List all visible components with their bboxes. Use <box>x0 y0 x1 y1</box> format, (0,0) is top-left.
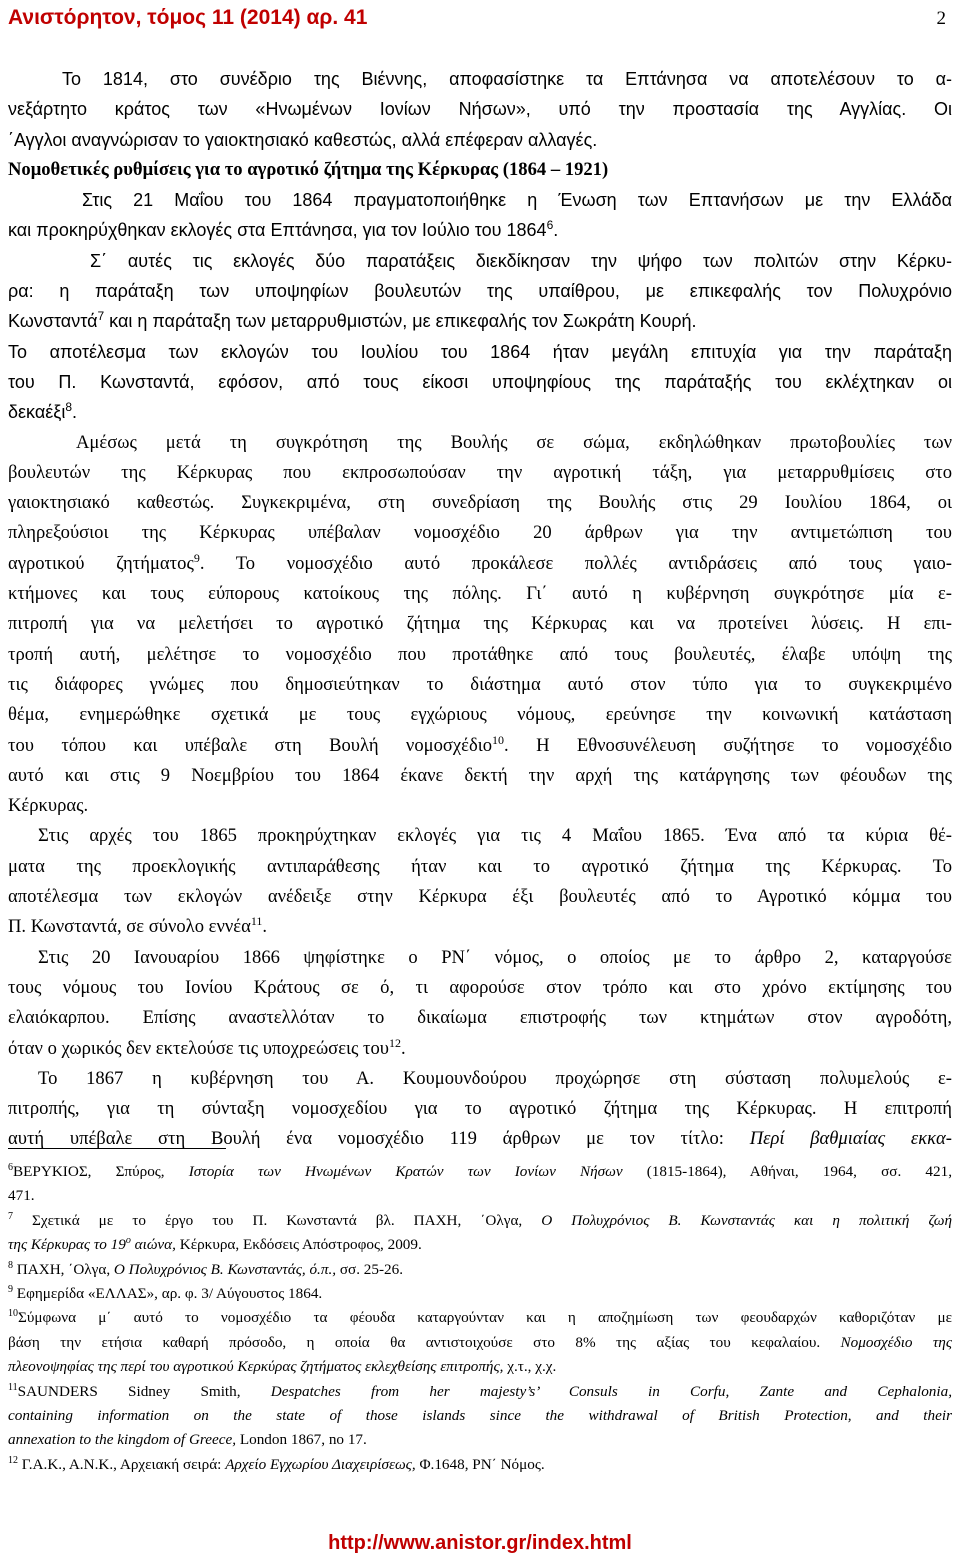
page-header <box>8 6 952 36</box>
p5-line-6: κτήμονες και τους εύπορους κατοίκους της πόλης. Γι΄ αυτό η κυβέρνηση συγκρότησε μία ε- <box>8 583 952 605</box>
p6-end: . <box>262 916 268 938</box>
p7-line-1: Στις 20 Ιανουαρίου 1866 ψηφίστηκε ο ΡΝ΄ νόμος, ο οποίος με το άρθρο 2, καταργούσε <box>38 946 952 968</box>
footnote-text: Γ.Α.Κ., Α.Ν.Κ., Αρχειακή σειρά: <box>18 1455 226 1473</box>
footnote-text: Σύμφωνα μ΄ αυτό το νομοσχέδιο τα φέουδα καταργούνταν και η αποζημίωση των φεουδαρχών καθοριζόταν με <box>18 1309 952 1327</box>
p4-line-3 <box>8 397 952 427</box>
footnote-title: Ο Πολυχρόνιος Β. Κωνσταντάς, ό.π., <box>113 1260 337 1278</box>
footnote-text: σσ. 25-26. <box>336 1260 404 1278</box>
article-body <box>8 64 952 1155</box>
footnote-11-cont <box>8 1404 952 1428</box>
p6-line-1: Στις αρχές του 1865 προκηρύχτηκαν εκλογές για τις 4 Μαΐου 1865. Ένα από τα κύρια θέ- <box>38 825 952 847</box>
footnote-text: Φ.1648, ΡΝ΄ Νόμος. <box>415 1455 545 1473</box>
footnote-title: της Κέρκυρας το 19 <box>8 1236 126 1254</box>
p8-line-1: Το 1867 η κυβέρνηση του Α. Κουμουνδούρου προχώρησε στη σύσταση πολυμελούς ε- <box>38 1067 952 1089</box>
footnote-7-cont <box>8 1233 952 1257</box>
p5-line-8: τροπή αυτή, μελέτησε το νομοσχέδιο που προτάθηκε από τους βουλευτές, έλαβε υπόψη της <box>8 643 952 665</box>
p6-line-4 <box>8 912 952 942</box>
p7-text: όταν ο χωρικός δεν εκτελούσε τις υποχρεώσεις του <box>8 1037 389 1059</box>
page-number: 2 <box>936 8 946 29</box>
footer-url[interactable]: http://www.anistor.gr/index.html <box>328 1532 632 1554</box>
footnote-text: Σχετικά με το έργο του Π. Κωνσταντά βλ. ΠΑΧΗ, ΄Ολγα, <box>13 1211 542 1229</box>
footnote-6 <box>8 1160 952 1184</box>
footnote-title: αιώνα, <box>130 1236 176 1254</box>
p1-line-1: Το 1814, στο συνέδριο της Βιέννης, αποφασίστηκε τα Επτάνησα να αποτελέσουν το α- <box>62 69 952 89</box>
footnote-8 <box>8 1258 952 1282</box>
footnote-ref-12[interactable]: 12 <box>389 1035 401 1050</box>
p5-line-9: τις διάφορες γνώμες που δημοσιεύτηκαν το διάστημα αυτό στον τύπο για το συγκεκριμένο <box>8 673 952 695</box>
footnote-text: (1815-1864), Αθήναι, 1964, σσ. 421, <box>622 1163 952 1180</box>
p7-line-4 <box>8 1034 952 1064</box>
footnote-11-cont-2 <box>8 1428 952 1452</box>
footnote-number: 7 <box>8 1210 13 1222</box>
footnote-text: Εφημερίδα «ΕΛΛΑΣ», αρ. φ. 3/ Αύγουστος 1864. <box>13 1284 323 1302</box>
footnote-number: 8 <box>8 1259 13 1271</box>
footnote-title: πλεονοψηφίας της περί του αγροτικού Κερκύρας ζητήματος εκλεχθείσης επιτροπής, <box>8 1358 504 1376</box>
p6-line-2: ματα της προεκλογικής αντιπαράθεσης ήταν και το αγροτικό ζήτημα της Κέρκυρας. Το <box>8 855 952 877</box>
p5-line-11 <box>8 731 952 761</box>
p3-text-a: Κωνσταντά <box>8 311 98 332</box>
p5-line-12: αυτό και στις 9 Νοεμβρίου του 1864 έκανε δεκτή την αρχή της κατάργησης των φέουδων της <box>8 764 952 786</box>
footnote-10-cont <box>8 1331 952 1355</box>
p7-line-3: ελαιόκαρπου. Επίσης αναστελλόταν το δικαίωμα επιστροφής των κτημάτων στον αγροδότη, <box>8 1007 952 1029</box>
p8-text-a: αυτή υπέβαλε στη Βουλή ένα νομοσχέδιο 119 άρθρων με τον τίτλο: <box>8 1128 750 1150</box>
p2-line-1: Στις 21 Μαΐου του 1864 πραγματοποιήθηκε η Ένωση των Επτανήσων με την Ελλάδα <box>82 190 952 211</box>
p5-line-10: θέμα, ενημερώθηκε σχετικά με τους εγχώριους νόμους, ερεύνησε την κοινωνική κατάσταση <box>8 704 952 726</box>
ordinal-suffix: ο <box>125 1235 131 1247</box>
p5-text-a: αγροτικού ζητήματος <box>8 552 194 574</box>
footnote-number: 10 <box>8 1308 18 1320</box>
p4-text: δεκαέξι <box>8 402 66 423</box>
footnote-text: ΒΕΡΥΚΙΟΣ, Σπύρος, <box>13 1163 189 1180</box>
journal-title: Ανιστόρητον, τόμος 11 (2014) αρ. 41 <box>8 6 368 29</box>
p3-text-b: και η παράταξη των μεταρρυθμιστών, με επικεφαλής τον Σωκράτη Κουρή. <box>104 311 697 332</box>
footnote-ref-9[interactable]: 9 <box>193 550 200 565</box>
p5-line-2: βουλευτών της Κέρκυρας που εκπροσωπούσαν την αγροτική τάξη, για μεταρρυθμίσεις στο <box>8 461 952 483</box>
p4-line-2: του Π. Κωνσταντά, εφόσον, από τους είκοσι υποψηφίους της παράταξής του εκλέχτηκαν οι <box>8 371 952 392</box>
p7-line-2: τους νόμους του Ιονίου Κράτους σε ό, τι αφορούσε στον τρόπο και στο χρόνο εκτίμησης του <box>8 976 952 998</box>
p6-line-3: αποτέλεσμα των εκλογών ανέδειξε στην Κέρκυρα έξι βουλευτές από το Αγροτικό κόμμα του <box>8 886 952 908</box>
footnote-text: ΠΑΧΗ, ΄Ολγα, <box>13 1260 114 1278</box>
footnote-title: Ο Πολυχρόνιος Β. Κωνσταντάς και η πολιτική ζωή <box>541 1211 952 1229</box>
p5-line-3: γαιοκτησιακό καθεστώς. Συγκεκριμένα, στη συνεδρίαση της Βουλής στις 29 Ιουλίου 1864, οι <box>8 492 952 514</box>
footnote-11 <box>8 1380 952 1404</box>
footnote-9 <box>8 1282 952 1306</box>
footnote-title: Ιστορία των Ηνωμένων Κρατών των Ιονίων Νήσων <box>188 1163 623 1180</box>
p8-line-3 <box>8 1124 952 1154</box>
footnote-number: 9 <box>8 1283 13 1295</box>
footnote-text: βάση την ετήσια καθαρή πρόσοδο, η οποία θα αντιστοιχούσε στο 8% της αξίας του κεφαλαίου. <box>8 1333 841 1351</box>
p5-line-4: πληρεξούσιοι της Κέρκυρας υπέβαλαν νομοσχέδιο 20 άρθρων για την αντιμετώπιση του <box>8 522 952 544</box>
p1-line-3: ΄Αγγλοι αναγνώρισαν το γαιοκτησιακό καθεστώς, αλλά επέφεραν αλλαγές. <box>8 129 598 150</box>
footnote-number: 12 <box>8 1454 18 1466</box>
footnote-ref-7[interactable]: 7 <box>97 309 105 324</box>
p3-line-3 <box>8 306 952 336</box>
p3-line-2: ρα: η παράταξη των υποψηφίων βουλευτών της υπαίθρου, με επικεφαλής τον Πολυχρόνιο <box>8 281 952 302</box>
footnote-text: χ.τ., χ.χ. <box>503 1358 557 1376</box>
footnote-title: Νομοσχέδιο της <box>840 1333 952 1351</box>
footnote-number: 11 <box>8 1381 18 1393</box>
footnote-text: SAUNDERS Sidney Smith, <box>17 1382 271 1400</box>
footnote-number: 6 <box>8 1161 13 1173</box>
p7-end: . <box>401 1037 406 1059</box>
footnote-text: London 1867, no 17. <box>236 1431 367 1449</box>
footnote-12 <box>8 1453 952 1477</box>
footnote-ref-8[interactable]: 8 <box>65 400 73 415</box>
p2-text: και προκηρύχθηκαν εκλογές στα Επτάνησα, για τον Ιούλιο του 1864 <box>8 220 547 241</box>
footnote-divider <box>8 1148 226 1149</box>
p5-line-5 <box>8 549 952 579</box>
p5-line-13: Κέρκυρας. <box>8 795 89 817</box>
footnote-ref-10[interactable]: 10 <box>492 732 505 747</box>
section-heading: Νομοθετικές ρυθμίσεις για το αγροτικό ζήτημα της Κέρκυρας (1864 – 1921) <box>8 158 609 180</box>
p5-text-b: . Το νομοσχέδιο αυτό προκάλεσε πολλές αντιδράσεις από τους γαιο- <box>199 552 952 574</box>
p2-line-2 <box>8 215 952 245</box>
p5-line-7: πιτροπή για να μελετήσει το αγροτικό ζήτημα της Κέρκυρας και να προτείνει λύσεις. Η επι- <box>8 613 952 635</box>
footnote-7 <box>8 1209 952 1233</box>
p3-line-1: Σ΄ αυτές τις εκλογές δύο παρατάξεις διεκδίκησαν την ψήφο των πολιτών στην Κέρκυ- <box>90 250 952 271</box>
p8-title-italic: Περί βαθμιαίας εκκα- <box>749 1128 952 1150</box>
p2-end: . <box>553 220 559 241</box>
footnote-ref-11[interactable]: 11 <box>250 914 263 929</box>
footnotes <box>8 1160 952 1477</box>
footnote-title: Αρχείο Εγχωρίου Διαχειρίσεως, <box>225 1455 416 1473</box>
footnote-text: Κέρκυρα, Εκδόσεις Απόστροφος, 2009. <box>175 1236 422 1254</box>
p5-text-d: . Η Εθνοσυνέλευση συζήτησε το νομοσχέδιο <box>504 734 952 756</box>
p5-line-1: Αμέσως μετά τη συγκρότηση της Βουλής σε σώμα, εκδηλώθηκαν πρωτοβουλίες των <box>76 431 952 453</box>
footnote-10-cont-2 <box>8 1355 952 1379</box>
footnote-10 <box>8 1306 952 1330</box>
p5-text-c: του τόπου και υπέβαλε στη Βουλή νομοσχέδιο <box>8 734 493 756</box>
footnote-title: Despatches from her majesty’s’ Consuls in Corfu, Zante and Cephalonia, <box>270 1382 952 1400</box>
p6-text: Π. Κωνσταντά, σε σύνολο εννέα <box>8 916 251 938</box>
footnote-title: annexation to the kingdom of Greece, <box>8 1431 237 1449</box>
p8-line-2: πιτροπής, για τη σύνταξη νομοσχεδίου για το αγροτικό ζήτημα της Κέρκυρας. Η επιτροπή <box>8 1098 952 1120</box>
footnote-6-cont: 471. <box>8 1187 35 1205</box>
p1-line-2: νεξάρτητο κράτος των «Ηνωμένων Ιονίων Νήσων», υπό την προστασία της Αγγλίας. Οι <box>8 99 952 120</box>
p4-line-1: Το αποτέλεσμα των εκλογών του Ιουλίου του 1864 ήταν μεγάλη επιτυχία για την παράταξη <box>8 341 952 362</box>
footnote-title: containing information on the state of those islands since the withdrawal of British Protection, and their <box>8 1406 952 1424</box>
footnote-ref-6[interactable]: 6 <box>546 218 554 233</box>
p4-end: . <box>72 402 78 423</box>
